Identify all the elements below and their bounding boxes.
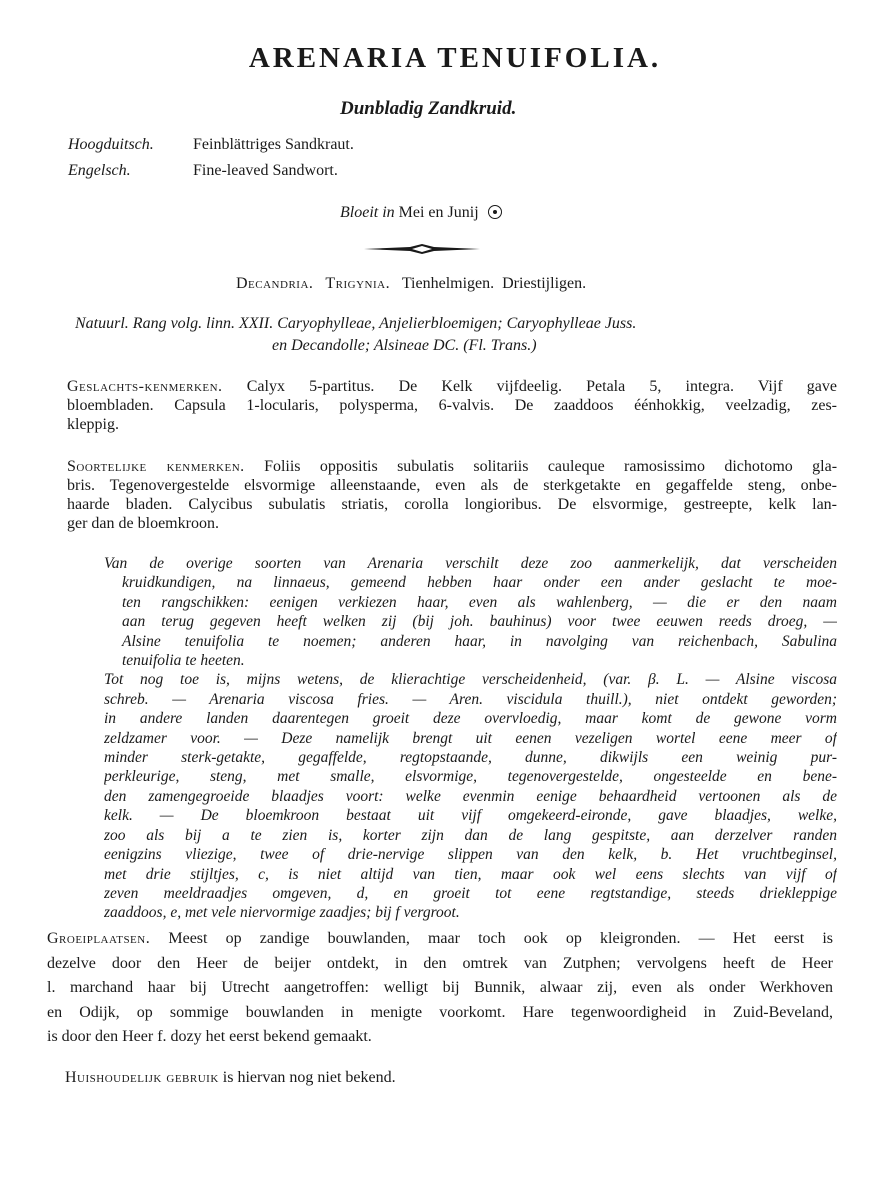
description-line: Tot nog toe is, mijns wetens, de klierachtige verscheidenheid, (var. β. L. — Alsine viscosa (104, 671, 837, 689)
description-line: aan terug gegeven heeft welken zij (bij joh. bauhinus) voor twee eeuwen reeds droeg, — (122, 613, 837, 631)
habitat-line: l. marchand haar bij Utrecht aangetroffen: welligt bij Bunnik, alwaar zij, even als onder Werkhoven (47, 979, 833, 996)
habitat (47, 927, 833, 1050)
page-title: ARENARIA TENUIFOLIA. (248, 42, 662, 74)
natural-rank (75, 313, 815, 357)
genus-line: bloembladen. Capsula 1-locularis, polysperma, 6-valvis. De zaaddoos éénhokkig, veelzadig, zes- (67, 397, 837, 414)
linnaean-order: Trigynia. (325, 275, 391, 292)
description-line: Alsine tenuifolia te noemen; anderen haar, in navolging van reichenbach, Sabulina (122, 632, 837, 650)
species-text: Foliis oppositis subulatis solitariis cauleque ramosissimo dichotomo gla- (264, 458, 837, 475)
habitat-text: Meest op zandige bouwlanden, maar toch ook op kleigronden. — Het eerst is (168, 930, 833, 947)
vernacular-name: Feinblättriges Sandkraut. (193, 136, 354, 153)
dutch-class: Tienhelmigen. (401, 275, 495, 292)
description-line: ten rangschikken: eenigen verkiezen haar, even als wahlenberg, — die er den naam (122, 593, 837, 611)
language-label: Hoogduitsch. (68, 136, 154, 153)
usage-heading: Huishoudelijk gebruik (65, 1069, 219, 1086)
usage-line (65, 1068, 765, 1087)
bloom-months: Mei en Junij (398, 204, 479, 221)
habitat-line: en Odijk, op sommige bouwlanden in menigte voorkomt. Hare tegenwoordigheid in Zuid-Beveland, (47, 1003, 833, 1021)
description-line: tenuifolia te heeten. (122, 652, 245, 670)
language-label: Engelsch. (68, 162, 131, 179)
species-heading: Soortelijke kenmerken. (67, 458, 245, 475)
linnaean-class: Decandria. (236, 275, 314, 292)
household-usage (65, 1068, 765, 1087)
ornament-divider-icon (362, 243, 482, 255)
dutch-name: Dunbladig Zandkruid. (340, 98, 517, 119)
description-line: schreb. — Arenaria viscosa fries. — Aren. viscidula thuill.), niet ontdekt geworden; (104, 690, 837, 708)
habitat-heading: Groeiplaatsen. (47, 930, 151, 947)
species-line: ger dan de bloemkroon. (67, 515, 219, 532)
description-line: zoo als bij a te zien is, korter zijn dan de lang gespitste, aan derzelver randen (104, 826, 837, 844)
description-line: Van de overige soorten van Arenaria verschilt deze zoo aanmerkelijk, dat verscheiden (104, 555, 837, 572)
description-line: zeven meeldraadjes omgeven, d, en groeit tot eene regtstandige, steeds driekleppige (104, 884, 837, 902)
bloom-line (340, 203, 502, 222)
description-line: kruidkundigen, na linnaeus, gemeend hebben haar onder een ander geslacht te moe- (122, 574, 837, 592)
description-line: kelk. — De bloemkroon bestaat uit vijf omgekeerd-eironde, gave blaadjes, welke, (104, 807, 837, 825)
description-line: den zamengegroeide blaadjes voort: welke evenmin eenige behaardheid vertoonen als de (104, 787, 837, 805)
species-line: bris. Tegenovergestelde elsvormige alleenstaande, even als de sterkgetakte en gegaffelde steng, onbe- (67, 477, 837, 494)
bloom-prefix: Bloeit in (340, 204, 395, 221)
species-line: haarde bladen. Calycibus subulatis striatis, corolla longioribus. De elsvormige, gestreepte, kelk lan- (67, 496, 837, 513)
classification-line (236, 275, 586, 293)
description-line: perkleurige, steng, met smalle, elsvormige, tegenovergestelde, ongesteelde en bene- (104, 768, 837, 786)
description-line: in andere landen daarentegen groeit deze overvloedig, maar komt de gewone vorm (104, 710, 837, 728)
description-line: eenigzins vliezige, twee of drie-nervige slippen van den kelk, b. Het vruchtbeginsel, (104, 846, 837, 864)
genus-characters (67, 377, 837, 434)
species-characters (67, 457, 837, 533)
vernacular-name: Fine-leaved Sandwort. (193, 162, 338, 179)
species-line (67, 457, 837, 476)
genus-line: kleppig. (67, 416, 119, 433)
habitat-line: dezelve door den Heer de beijer ontdekt, in den omtrek van Zutphen; vervolgens heeft de Heer (47, 954, 833, 972)
description-line: zaaddoos, e, met vele niervormige zaadjes; bij f vergroot. (104, 904, 460, 922)
habitat-line (47, 927, 833, 952)
genus-line (67, 377, 837, 396)
dutch-order: Driestijligen. (502, 275, 587, 292)
genus-text: Calyx 5-partitus. De Kelk vijfdeelig. Petala 5, integra. Vijf gave (246, 378, 837, 395)
natural-rank-line: en Decandolle; Alsineae DC. (Fl. Trans.) (272, 337, 537, 354)
description (104, 554, 837, 923)
description-line: zeldzamer voor. — Deze namelijk brengt uit eenen vezeligen wortel eene meer of (104, 729, 837, 747)
genus-heading: Geslachts-kenmerken. (67, 378, 223, 395)
description-line: met drie stijltjes, c, is niet altijd van tien, maar ook wel eens slechts van vijf of (104, 865, 837, 883)
habitat-line: is door den Heer f. dozy het eerst bekend gemaakt. (47, 1028, 372, 1045)
description-line: minder sterk-getakte, gegaffelde, regtopstaande, dunne, dikwijls een weinig pur- (104, 749, 837, 767)
usage-text: is hiervan nog niet bekend. (222, 1069, 396, 1086)
natural-rank-line: Natuurl. Rang volg. linn. XXII. Caryophylleae, Anjelierbloemigen; Caryophylleae Juss. (75, 315, 637, 332)
annual-symbol-icon (488, 205, 502, 219)
